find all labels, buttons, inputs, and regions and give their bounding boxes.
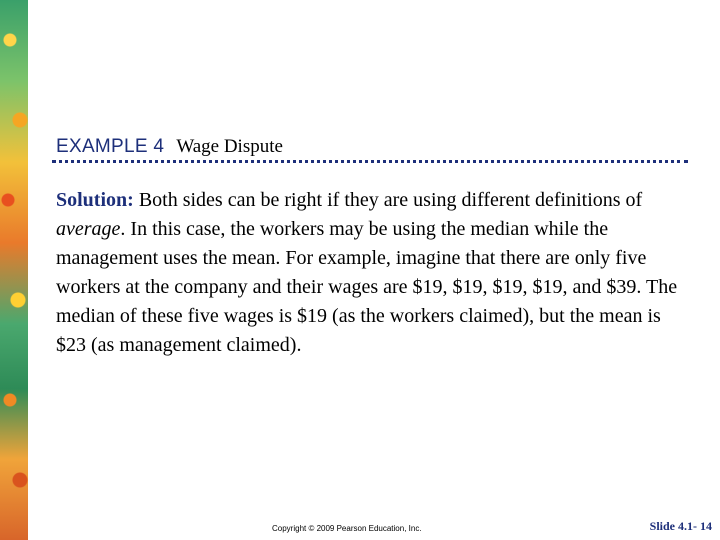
dotted-divider xyxy=(52,160,688,163)
solution-text-part1: Both sides can be right if they are using different definitions of xyxy=(133,189,643,211)
decorative-side-band xyxy=(0,0,28,540)
example-title: Wage Dispute xyxy=(176,136,283,157)
example-heading xyxy=(56,136,283,158)
slide-number: Slide 4.1- 14 xyxy=(649,519,712,533)
solution-paragraph xyxy=(56,186,692,360)
solution-text-part2: . In this case, the workers may be using the median while the management uses the mean. For example, imagine that there are only five workers at the company and their wages are $19, $19, $19, $19, and $39. The median of these five wages is $19 (as the workers claimed), but the mean is $23 (as management claimed). xyxy=(56,218,678,356)
copyright-notice: Copyright © 2009 Pearson Education, Inc. xyxy=(272,524,422,533)
example-label: EXAMPLE 4 xyxy=(56,136,165,157)
solution-label: Solution: xyxy=(56,189,134,211)
solution-emphasis: average xyxy=(56,218,121,240)
